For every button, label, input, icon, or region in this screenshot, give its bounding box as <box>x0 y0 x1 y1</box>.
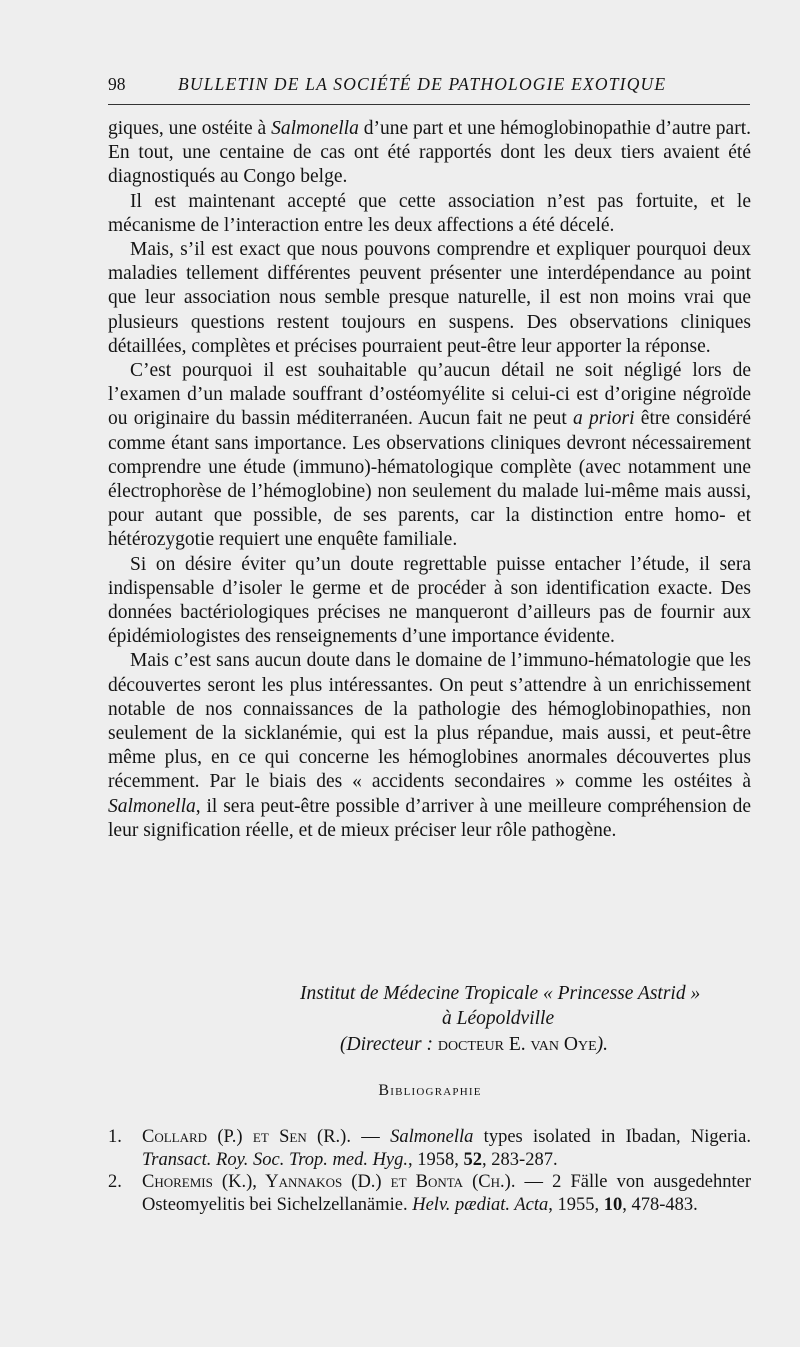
bibliography-list <box>108 1126 751 1216</box>
paragraph: giques, une ostéite à Salmonella d’une part et une hémoglobinopathie d’autre part. En tout, une centaine de cas ont été rapportés dont les deux tiers avaient été diagnostiqués au Congo belge. <box>108 118 751 188</box>
paragraph: Mais, s’il est exact que nous pouvons comprendre et expliquer pourquoi deux maladies tellement différentes peuvent présenter une interdépendance au point que leur association nous semble presque naturelle, il est non moins vrai que plusieurs questions restent toujours en suspens. Des observations cliniques détaillées, complètes et précises pourraient peut-être leur apporter la réponse. <box>108 239 751 357</box>
paragraph: Il est maintenant accepté que cette association n’est pas fortuite, et le mécanisme de l’interaction entre les deux affections a été décelé. <box>108 190 751 236</box>
bibliography-entry: 2. Choremis (K.), Yannakos (D.) et Bonta (Ch.). — 2 Fälle von ausgedehnter Osteomyelitis bei Sichelzellanämie. Helv. pædiat. Acta, 1955, 10, 478-483. <box>108 1172 751 1215</box>
article-body <box>108 117 751 843</box>
bibliography-title: Bibliographie <box>378 1082 482 1099</box>
paragraph: Si on désire éviter qu’un doute regrettable puisse entacher l’étude, il sera indispensable d’isoler le germe et de procéder à son identification exacte. Des données bactériologiques précises ne manqueront d’ailleurs pas de fournir aux épidémiologistes des renseignements d’une importance évidente. <box>108 553 751 648</box>
page-number: 98 <box>108 74 126 94</box>
bibliography-entry: 1. Collard (P.) et Sen (R.). — Salmonella types isolated in Ibadan, Nigeria. Transact. Roy. Soc. Trop. med. Hyg., 1958, 52, 283-287. <box>108 1127 752 1170</box>
paragraph: Mais c’est sans aucun doute dans le domaine de l’immuno-hématologie que les découvertes seront les plus intéressantes. On peut s’attendre à un enrichissement notable de nos connaissances de la pathologie des hémoglobinopathies, non seulement de la sicklanémie, qui est la plus répandue, mais aussi, et peut-être même plus, en ce qui concerne les hémoglobines anormales découvertes plus récemment. Par le biais des « accidents secondaires » comme les ostéites à Salmonella, il sera peut-être possible d’arriver à une meilleure compréhension de leur signification réelle, et de mieux préciser leur rôle pathogène. <box>108 650 751 841</box>
city-line: à Léopoldville <box>442 1008 555 1029</box>
journal-title: BULLETIN DE LA SOCIÉTÉ DE PATHOLOGIE EXOTIQUE <box>178 74 667 94</box>
director-line: (Directeur : docteur E. van Oye). <box>340 1034 608 1055</box>
institute-line: Institut de Médecine Tropicale « Princesse Astrid » <box>300 983 701 1004</box>
running-header <box>108 74 750 95</box>
paragraph: C’est pourquoi il est souhaitable qu’aucun détail ne soit négligé lors de l’examen d’un malade souffrant d’ostéomyélite si celui-ci est d’origine négroïde ou originaire du bassin méditerranéen. Aucun fait ne peut a priori être considéré comme étant sans importance. Les observations cliniques devront nécessairement comprendre une étude (immuno)-hématologique complète (avec notamment une électrophorèse de l’hémoglobine) non seulement du malade lui-même mais aussi, pour autant que possible, de ses parents, car la distinction entre homo- et hétérozygotie requiert une enquête familiale. <box>108 360 751 551</box>
header-rule <box>108 104 750 105</box>
